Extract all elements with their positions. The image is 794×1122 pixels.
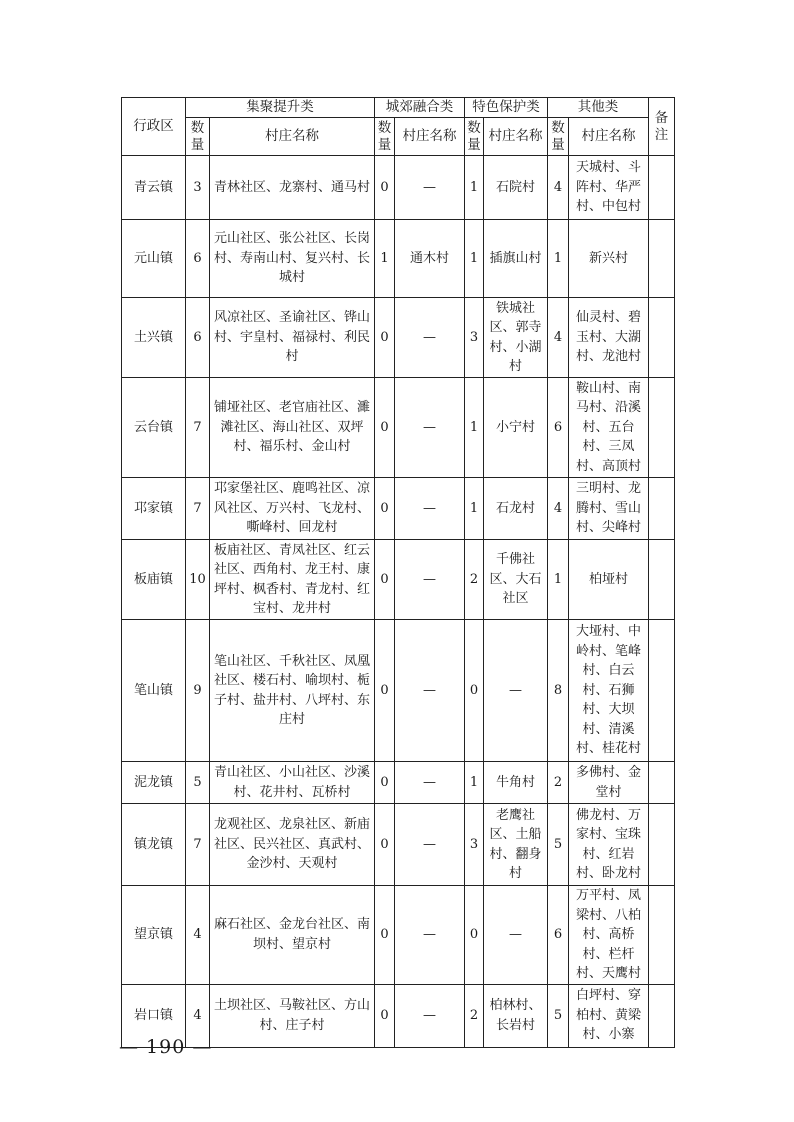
other-count: 8 — [548, 620, 569, 762]
town-name: 望京镇 — [122, 886, 186, 985]
town-name: 土兴镇 — [122, 298, 186, 378]
header-count: 数量 — [186, 118, 210, 156]
header-group-other: 其他类 — [548, 98, 649, 118]
special-villages: 石龙村 — [484, 478, 548, 540]
urban-villages: — — [395, 478, 465, 540]
town-name: 岩口镇 — [122, 984, 186, 1047]
urban-villages: — — [395, 378, 465, 478]
town-name: 笔山镇 — [122, 620, 186, 762]
other-villages: 三明村、龙腾村、雪山村、尖峰村 — [569, 478, 649, 540]
table-row — [122, 620, 675, 762]
town-name: 泥龙镇 — [122, 762, 186, 804]
table-row — [122, 804, 675, 886]
special-villages: 石院村 — [484, 156, 548, 220]
special-villages: — — [484, 620, 548, 762]
table-header — [122, 98, 675, 156]
village-classification-table — [121, 97, 675, 1048]
urban-villages: — — [395, 540, 465, 620]
cluster-villages: 元山社区、张公社区、长岗村、寿南山村、复兴村、长城村 — [210, 220, 375, 298]
remark-cell — [649, 540, 675, 620]
other-count: 1 — [548, 220, 569, 298]
header-village-name: 村庄名称 — [569, 118, 649, 156]
special-villages: 插旗山村 — [484, 220, 548, 298]
other-villages: 天城村、斗阵村、华严村、中包村 — [569, 156, 649, 220]
table-row — [122, 886, 675, 985]
other-count: 4 — [548, 156, 569, 220]
cluster-villages: 麻石社区、金龙台社区、南坝村、望京村 — [210, 886, 375, 985]
header-district: 行政区 — [122, 98, 186, 156]
table-row — [122, 378, 675, 478]
remark-cell — [649, 620, 675, 762]
remark-cell — [649, 220, 675, 298]
cluster-villages: 龙观社区、龙泉社区、新庙社区、民兴社区、真武村、金沙村、天观村 — [210, 804, 375, 886]
urban-villages: — — [395, 620, 465, 762]
other-villages: 万平村、凤梁村、八柏村、高桥村、栏杆村、天鹰村 — [569, 886, 649, 985]
special-count: 3 — [465, 298, 484, 378]
special-count: 2 — [465, 540, 484, 620]
other-count: 2 — [548, 762, 569, 804]
cluster-villages: 笔山社区、千秋社区、凤凰社区、楼石村、喻坝村、栀子村、盐井村、八坪村、东庄村 — [210, 620, 375, 762]
special-count: 1 — [465, 378, 484, 478]
header-remark: 备注 — [649, 98, 675, 156]
cluster-count: 7 — [186, 804, 210, 886]
urban-count: 0 — [375, 620, 395, 762]
urban-count: 0 — [375, 540, 395, 620]
town-name: 云台镇 — [122, 378, 186, 478]
other-villages: 鞍山村、南马村、沿溪村、五台村、三凤村、高顶村 — [569, 378, 649, 478]
header-count: 数量 — [465, 118, 484, 156]
town-name: 邛家镇 — [122, 478, 186, 540]
urban-count: 0 — [375, 762, 395, 804]
cluster-count: 7 — [186, 378, 210, 478]
other-villages: 白坪村、穿柏村、黄梁村、小寨 — [569, 984, 649, 1047]
header-village-name: 村庄名称 — [395, 118, 465, 156]
special-villages: 铁城社区、郭寺村、小湖村 — [484, 298, 548, 378]
special-count: 2 — [465, 984, 484, 1047]
cluster-count: 7 — [186, 478, 210, 540]
urban-count: 0 — [375, 156, 395, 220]
cluster-count: 4 — [186, 984, 210, 1047]
header-village-name: 村庄名称 — [484, 118, 548, 156]
special-villages: 千佛社区、大石社区 — [484, 540, 548, 620]
header-group-cluster: 集聚提升类 — [186, 98, 375, 118]
header-count: 数量 — [548, 118, 569, 156]
special-villages: 小宁村 — [484, 378, 548, 478]
other-count: 6 — [548, 378, 569, 478]
table-row — [122, 540, 675, 620]
urban-villages: — — [395, 156, 465, 220]
urban-count: 0 — [375, 478, 395, 540]
other-villages: 多佛村、金堂村 — [569, 762, 649, 804]
other-villages: 柏垭村 — [569, 540, 649, 620]
special-count: 1 — [465, 220, 484, 298]
special-count: 0 — [465, 886, 484, 985]
cluster-villages: 青林社区、龙寨村、通马村 — [210, 156, 375, 220]
table-row — [122, 220, 675, 298]
town-name: 元山镇 — [122, 220, 186, 298]
urban-count: 0 — [375, 298, 395, 378]
urban-villages: — — [395, 762, 465, 804]
special-count: 3 — [465, 804, 484, 886]
other-count: 6 — [548, 886, 569, 985]
town-name: 镇龙镇 — [122, 804, 186, 886]
remark-cell — [649, 298, 675, 378]
table-row — [122, 762, 675, 804]
town-name: 青云镇 — [122, 156, 186, 220]
special-villages: 老鹰社区、土船村、翻身村 — [484, 804, 548, 886]
other-count: 4 — [548, 298, 569, 378]
other-villages: 大垭村、中岭村、笔峰村、白云村、石狮村、大坝村、清溪村、桂花村 — [569, 620, 649, 762]
table-row — [122, 478, 675, 540]
town-name: 板庙镇 — [122, 540, 186, 620]
cluster-villages: 邛家堡社区、鹿鸣社区、凉风社区、万兴村、飞龙村、嘶峰村、回龙村 — [210, 478, 375, 540]
remark-cell — [649, 478, 675, 540]
page-number: — 190 — — [119, 1036, 213, 1058]
cluster-count: 3 — [186, 156, 210, 220]
cluster-villages: 青山社区、小山社区、沙溪村、花井村、瓦桥村 — [210, 762, 375, 804]
remark-cell — [649, 156, 675, 220]
table-row — [122, 156, 675, 220]
urban-villages: — — [395, 298, 465, 378]
cluster-count: 5 — [186, 762, 210, 804]
cluster-villages: 板庙社区、青凤社区、红云社区、西角村、龙王村、康坪村、枫香村、青龙村、红宝村、龙井村 — [210, 540, 375, 620]
urban-villages: — — [395, 886, 465, 985]
remark-cell — [649, 984, 675, 1047]
table-body — [122, 156, 675, 1048]
special-villages: 柏林村、长岩村 — [484, 984, 548, 1047]
other-villages: 佛龙村、万家村、宝珠村、红岩村、卧龙村 — [569, 804, 649, 886]
cluster-count: 9 — [186, 620, 210, 762]
other-villages: 新兴村 — [569, 220, 649, 298]
urban-count: 0 — [375, 804, 395, 886]
cluster-count: 4 — [186, 886, 210, 985]
special-count: 1 — [465, 156, 484, 220]
other-count: 1 — [548, 540, 569, 620]
remark-cell — [649, 886, 675, 985]
special-villages: 牛角村 — [484, 762, 548, 804]
urban-count: 0 — [375, 886, 395, 985]
cluster-villages: 土坝社区、马鞍社区、方山村、庄子村 — [210, 984, 375, 1047]
other-count: 4 — [548, 478, 569, 540]
header-village-name: 村庄名称 — [210, 118, 375, 156]
header-count: 数量 — [375, 118, 395, 156]
other-villages: 仙灵村、碧玉村、大湖村、龙池村 — [569, 298, 649, 378]
remark-cell — [649, 762, 675, 804]
cluster-villages: 风凉社区、圣谕社区、铧山村、宇皇村、福禄村、利民村 — [210, 298, 375, 378]
cluster-count: 6 — [186, 298, 210, 378]
urban-villages: — — [395, 804, 465, 886]
table-row — [122, 298, 675, 378]
special-count: 1 — [465, 478, 484, 540]
special-count: 1 — [465, 762, 484, 804]
other-count: 5 — [548, 804, 569, 886]
urban-villages: 通木村 — [395, 220, 465, 298]
other-count: 5 — [548, 984, 569, 1047]
remark-cell — [649, 378, 675, 478]
special-villages: — — [484, 886, 548, 985]
urban-count: 0 — [375, 378, 395, 478]
cluster-count: 6 — [186, 220, 210, 298]
header-group-special: 特色保护类 — [465, 98, 548, 118]
urban-villages: — — [395, 984, 465, 1047]
remark-cell — [649, 804, 675, 886]
cluster-count: 10 — [186, 540, 210, 620]
cluster-villages: 铺垭社区、老官庙社区、濉滩社区、海山社区、双坪村、福乐村、金山村 — [210, 378, 375, 478]
urban-count: 1 — [375, 220, 395, 298]
urban-count: 0 — [375, 984, 395, 1047]
header-group-urban: 城郊融合类 — [375, 98, 465, 118]
special-count: 0 — [465, 620, 484, 762]
